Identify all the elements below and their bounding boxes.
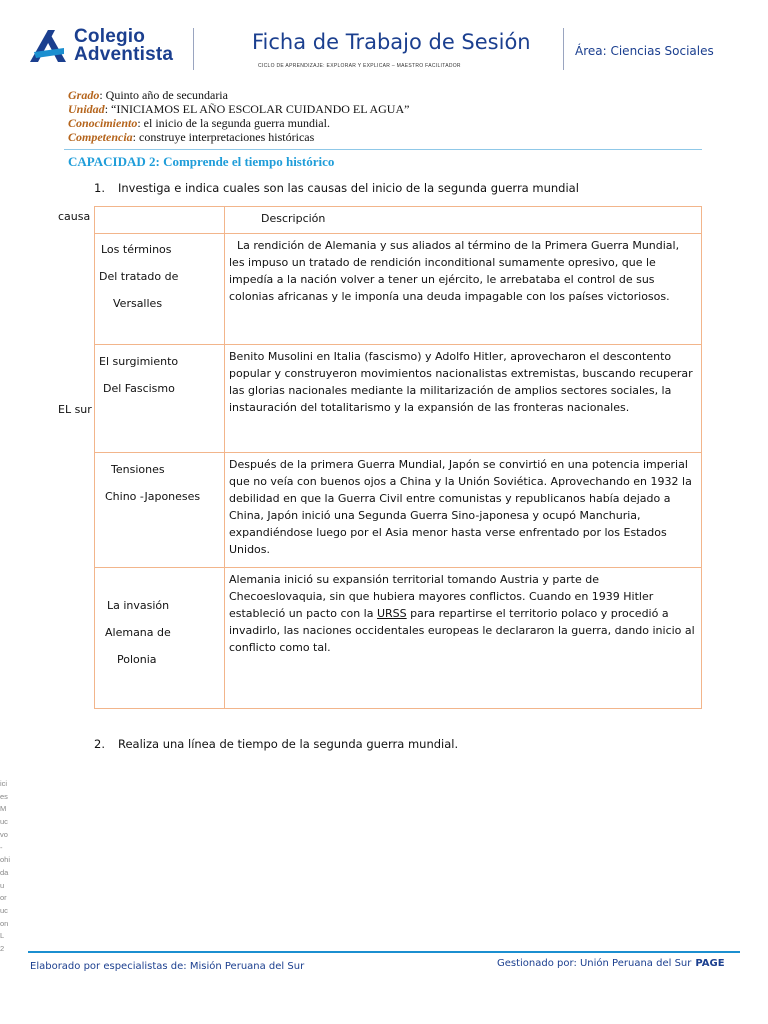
- question-1: [94, 181, 579, 195]
- margin-note: ohi: [0, 855, 11, 865]
- page-subtitle: CICLO DE APRENDIZAJE: EXPLORAR Y EXPLICAR – MAESTRO FACILITADOR: [258, 63, 461, 69]
- margin-note: u: [0, 880, 5, 890]
- margin-note: or: [0, 893, 7, 903]
- grado-row: [68, 88, 409, 102]
- cause-cell: [95, 453, 225, 568]
- margin-note: da: [0, 867, 9, 877]
- description-cell: Benito Musolini en Italia (fascismo) y Adolfo Hitler, aprovecharon el descontento popular y construyeron movimientos nacionalistas extremistas, buscando recuperar las glorias nacionales mediante la militarización de amplios sectores sociales, la instauración del totalitarismo y la expansión de las fronteras nacionales.: [225, 345, 702, 453]
- unidad-row: [68, 102, 409, 116]
- section-divider: [64, 149, 702, 150]
- page-number: PAGE: [695, 958, 725, 969]
- margin-note: M: [0, 804, 7, 814]
- question-1-number: 1.: [94, 181, 105, 195]
- competencia-label: Competencia: [68, 130, 133, 144]
- unidad-label: Unidad: [68, 102, 105, 116]
- cause-line: Versalles: [113, 297, 163, 310]
- question-1-text: Investiga e indica cuales son las causas del inicio de la segunda guerra mundial: [118, 181, 579, 195]
- cause-line: El surgimiento: [99, 355, 179, 368]
- table-row: [95, 453, 702, 568]
- description-cell: Después de la primera Guerra Mundial, Japón se convirtió en una potencia imperial que no veía con buenos ojos a China y la Unión Soviética. Aprovechando en 1932 la debilidad en que la Guerra Civil entre comunistas y republicanos había dejado a China, Japón inició una Segunda Guerra Sino-japonesa y ocupó Manchuria, expandiéndose luego por el Asia menor hasta verse enfrentado por los Estados Unidos.: [225, 453, 702, 568]
- cause-cell: [95, 345, 225, 453]
- school-logo: [28, 28, 188, 68]
- grado-label: Grado: [68, 88, 100, 102]
- margin-note: on: [0, 918, 9, 928]
- table-row: [95, 345, 702, 453]
- footer-managed-by: [497, 958, 725, 969]
- cause-line: Polonia: [117, 653, 157, 666]
- table-header-description: Descripción: [225, 207, 702, 234]
- urss-link[interactable]: URSS: [376, 607, 407, 620]
- cause-line: La invasión: [107, 599, 170, 612]
- side-label-el-sur: EL sur: [58, 403, 92, 416]
- description-cell: La rendición de Alemania y sus aliados al término de la Primera Guerra Mundial, les impuso un tratado de rendición inconditional sumamente opresivo, que le impedía a la nación volver a tener un ejército, le arrebataba el control de sus colonias africanas y le imponía una deuda impagable con los países victoriosos.: [225, 234, 702, 345]
- table-header-row: [95, 207, 702, 234]
- competencia-value: : construye interpretaciones históricas: [132, 130, 315, 144]
- competencia-row: [68, 130, 409, 144]
- margin-note: 2: [0, 944, 5, 954]
- conocimiento-value: : el inicio de la segunda guerra mundial.: [137, 116, 330, 130]
- grado-value: : Quinto año de secundaria: [99, 88, 228, 102]
- page-title: Ficha de Trabajo de Sesión: [252, 30, 531, 54]
- cause-line: Del tratado de: [99, 270, 179, 283]
- margin-note: ici: [0, 779, 8, 788]
- unidad-value: : “INICIAMOS EL AÑO ESCOLAR CUIDANDO EL AGUA”: [104, 102, 410, 116]
- footer-divider: [28, 951, 740, 953]
- capacidad-heading: CAPACIDAD 2: Comprende el tiempo histórico: [68, 154, 335, 169]
- footer-managed-text: Gestionado por: Unión Peruana del Sur: [497, 958, 692, 969]
- table-row: [95, 234, 702, 345]
- conocimiento-label: Conocimiento: [68, 116, 138, 130]
- conocimiento-row: [68, 116, 409, 130]
- footer-credit: Elaborado por especialistas de: Misión Peruana del Sur: [30, 961, 305, 972]
- causes-table: [94, 206, 702, 709]
- margin-note: es: [0, 791, 8, 801]
- cause-line: Del Fascismo: [103, 382, 175, 395]
- area-label: Área: Ciencias Sociales: [575, 44, 714, 58]
- side-label-causa: causa: [58, 210, 91, 223]
- margin-note: -: [0, 842, 3, 852]
- logo-mark-icon: [28, 28, 70, 64]
- question-2: [94, 737, 458, 751]
- cause-line: Tensiones: [111, 463, 165, 476]
- table-row: [95, 568, 702, 709]
- cause-cell: [95, 234, 225, 345]
- cause-line: Los términos: [101, 243, 172, 256]
- page-header: [0, 0, 768, 80]
- margin-note: L: [0, 931, 5, 941]
- question-2-number: 2.: [94, 737, 105, 751]
- header-divider: [193, 28, 194, 70]
- question-2-text: Realiza una línea de tiempo de la segunda guerra mundial.: [118, 737, 459, 751]
- header-divider-right: [563, 28, 564, 70]
- logo-text: [74, 28, 173, 64]
- logo-line-1: Colegio: [74, 26, 146, 47]
- description-text: Alemania inició su expansión territorial tomando Austria y parte de Checoeslovaquia, sin que hubiera mayores conflictos. Cuando en 1939 Hitler estableció un pacto con la: [229, 573, 654, 620]
- margin-note: uc: [0, 817, 8, 827]
- margin-notes: [0, 778, 12, 956]
- cause-line: Alemana de: [105, 626, 171, 639]
- logo-line-2: Adventista: [74, 44, 174, 65]
- margin-note: uc: [0, 906, 8, 916]
- table-header-cause: [95, 207, 225, 234]
- margin-note: vo: [0, 829, 8, 839]
- description-text: para repartirse el territorio polaco y procedió a invadirlo, las naciones occidentales europeas le declararon la guerra, dando inicio al conflicto como tal.: [229, 607, 695, 654]
- cause-line: Chino -Japoneses: [105, 490, 201, 503]
- session-info: [68, 88, 409, 144]
- cause-cell: [95, 568, 225, 709]
- description-cell: [225, 568, 702, 709]
